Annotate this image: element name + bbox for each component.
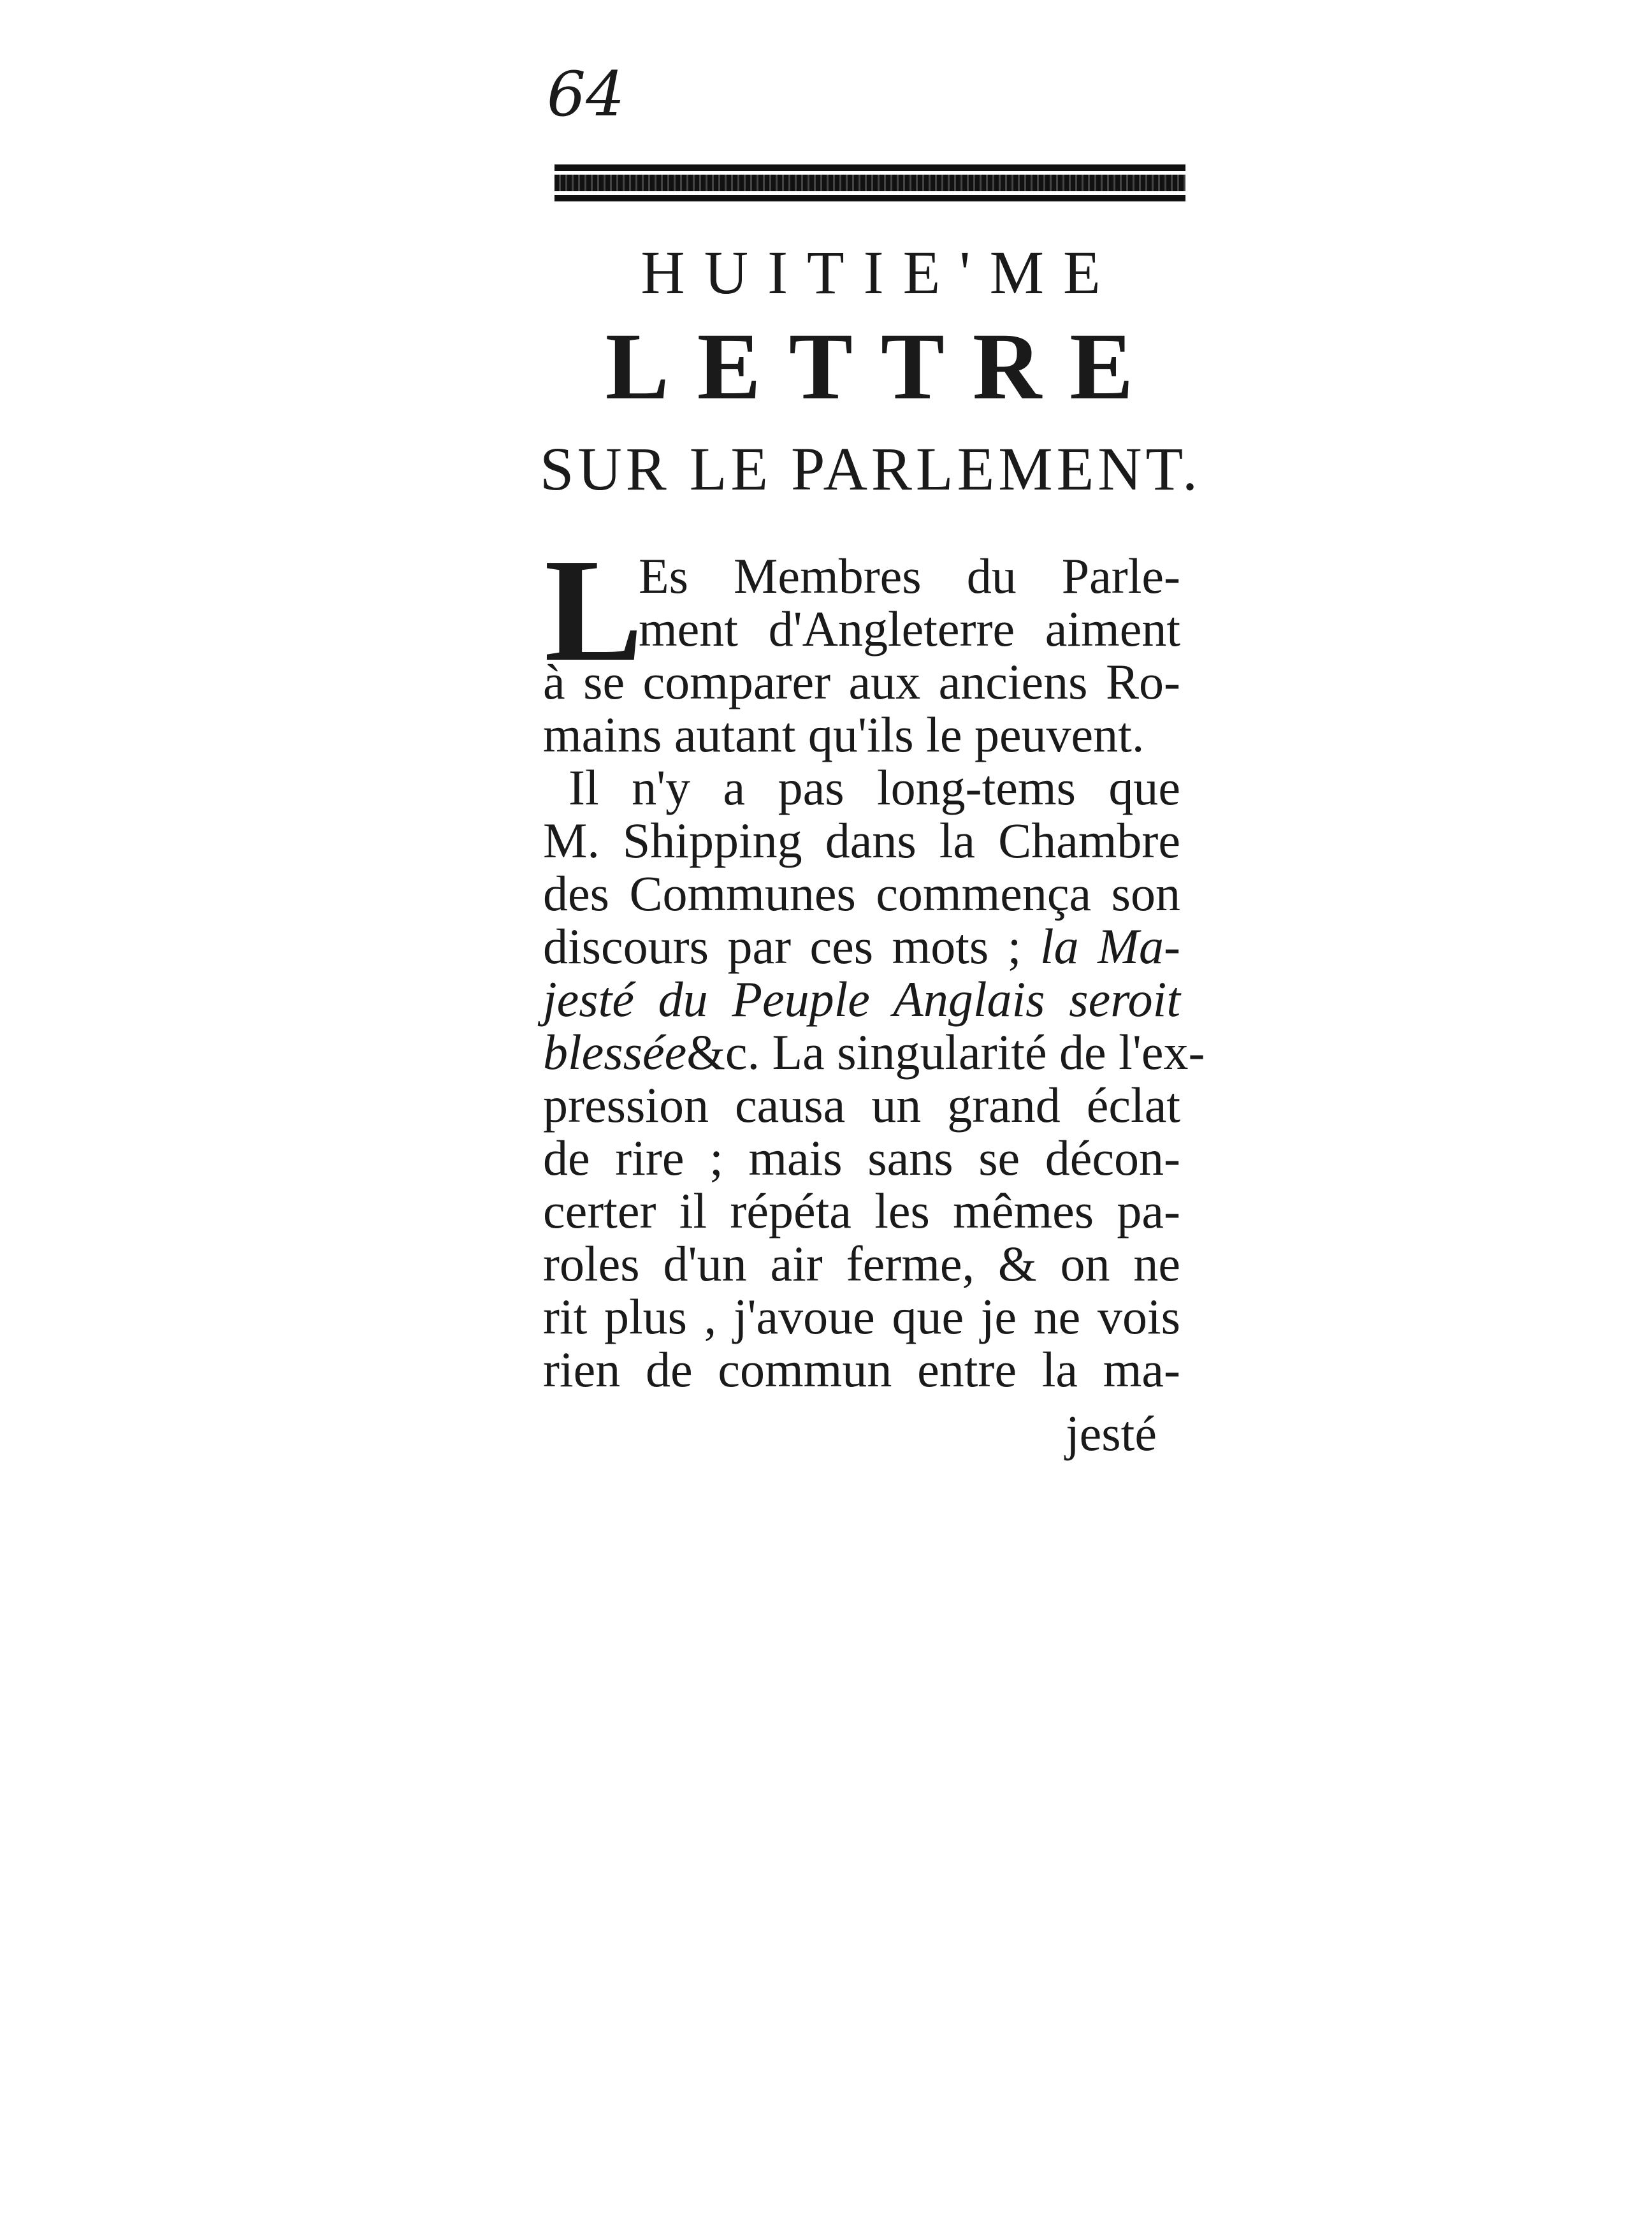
heading-lettre: LETTRE [605,314,1162,419]
page-number: 64 [547,59,625,130]
text-line-11: pression causa un grand éclat [543,1077,1180,1133]
text-line-8-roman: discours par ces mots ; [543,918,1022,974]
text-line-13: certer il répéta les mêmes pa- [543,1183,1180,1238]
text-line-16: rien de commun entre la ma- [543,1342,1180,1397]
text-line-7: des Communes commença son [543,866,1180,921]
text-line-14: roles d'un air ferme, & on ne [543,1236,1180,1291]
text-line-8 [543,920,1180,973]
drop-cap: L [544,528,643,692]
text-line-12: de rire ; mais sans se décon- [543,1130,1180,1186]
catchword: jesté [1066,1405,1157,1461]
heading-huitieme: HUITIE'ME [641,238,1120,307]
text-line-10-italic: blessée [543,1024,687,1080]
text-line-10 [543,1024,1205,1080]
heading-sur-le-parlement: SUR LE PARLEMENT. [539,435,1202,503]
text-line-5: Il n'y a pas long-tems que [569,760,1180,815]
letter-body [543,528,1205,1397]
ornamental-rule [554,164,1185,201]
text-line-3: à se comparer aux anciens Ro- [543,654,1180,709]
text-line-6: M. Shipping dans la Chambre [543,813,1180,868]
text-line-10-roman: &c. La singularité de l'ex- [686,1024,1205,1080]
text-line-2: ment d'Angleterre aiment [639,601,1180,657]
text-line-15: rit plus , j'avoue que je ne vois [543,1289,1180,1344]
text-line-9-italic: jesté du Peuple Anglais seroit [543,971,1180,1027]
text-line-4: mains autant qu'ils le peuvent. [543,707,1145,762]
text-line-1: Es Membres du Parle- [639,548,1180,604]
text-line-8-italic: la Ma- [1040,918,1181,974]
text-line-9 [543,973,1180,1026]
